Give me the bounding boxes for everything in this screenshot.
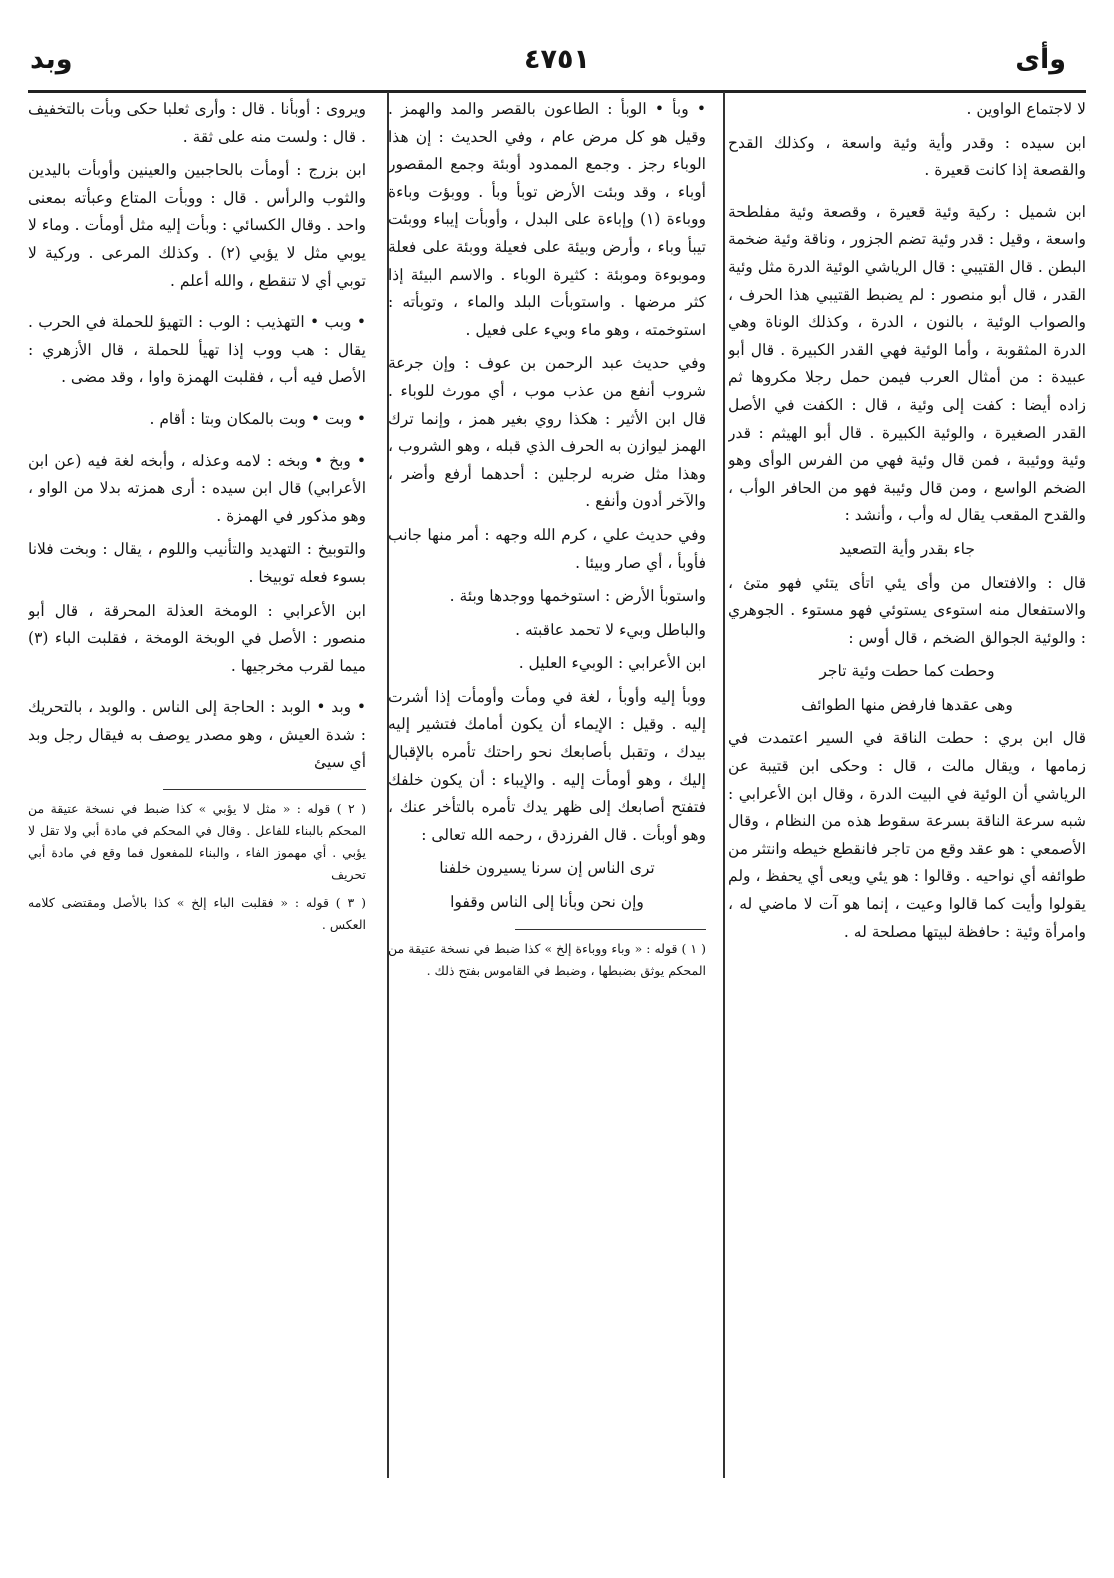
footnote: ( ٢ ) قوله : « مثل لا يؤبي » كذا ضبط في نسخة عتيقة من المحكم بالبناء للفاعل . وقال في المحكم في مادة أبي ولا تقل لا يؤبي . أي مهموز الفاء ، والبناء للمفعول فما وقع في مادة أبي تحريف (28, 801, 366, 883)
footnote-rule (515, 929, 706, 930)
footnote: ( ٣ ) قوله : « فقلبت الباء إلخ » كذا بالأصل ومقتضى كلامه العكس . (28, 895, 366, 933)
paragraph: ووبأ إليه وأوبأ ، لغة في ومأت وأومأت إذا أشرت إليه . وقيل : الإيماء أن يكون أمامك فتشير إليه بيدك ، وتقبل بأصابعك نحو راحتك تأمره بالإقبال إليك ، وهو أومأت إليه . والإيباء : أن يكون خلفك فتفتح أصابعك إلى ظهر يدك تأمره بالتأخر عنك ، وهو أوبأت . قال الفرزدق ، رحمه الله تعالى : (388, 687, 706, 844)
entry-wbt: • وبت • وبت بالمكان وبتا : أقام . (149, 409, 366, 428)
paragraph: قال ابن بري : حطت الناقة في السير اعتمدت في زمامها ، ويقال مالت ، قال : وحكى ابن قتيبة عن الرياشي أن الوئية في البيت الدرة ، وقال ابن الأعرابي : شبه سرعة الناقة بسرعة سقوط هذه من النظام ، وقال الأصمعي : هو عقد وقع من تاجر فانقطع خيطه وانتثر من طوائفه أي نواحيه . وقالوا : هو يئي ويعى أي يحفظ ، ولم يقولوا وأيت كما قالوا وعيت ، إنما هو آت لا ماضي له ، وامرأة وئية : حافظة لبيتها مصلحة له . (728, 729, 1086, 941)
footnote: ( ١ ) قوله : « وباء ووباءة إلخ » كذا ضبط في نسخة عتيقة من المحكم يوثق بضبطها ، وضبط في القاموس بفتح ذلك . (388, 940, 706, 978)
column-middle (388, 96, 706, 1476)
paragraph: ابن الأعرابي : الوبيء العليل . (518, 654, 706, 673)
verse-line: وهى عقدها فارفض منها الطوائف (801, 695, 1013, 714)
entry-wbkh: • وبخ • وبخه : لامه وعذله ، وأبخه لغة فيه (عن ابن الأعرابي) قال ابن سيده : أرى همزته بدلا من الواو ، وهو مذكور في الهمزة . (28, 451, 366, 525)
header-left-word: وبد (30, 44, 73, 75)
header-right-word: وأى (1015, 44, 1066, 75)
entry-wbd: • وبد • الوبد : الحاجة إلى الناس . والوبد ، بالتحريك : شدة العيش ، وهو مصدر يوصف به فيقال رجل وبد أي سيئ (28, 698, 366, 772)
header-rule (28, 90, 1086, 93)
page-number: ٤٧٥١ (524, 44, 590, 75)
footnote-rule (163, 789, 366, 790)
paragraph: وفي حديث علي ، كرم الله وجهه : أمر منها جانب فأوبأ ، أي صار وبيئا . (388, 525, 706, 572)
column-left (28, 96, 366, 1476)
column-divider-right (723, 92, 725, 1478)
paragraph: ابن سيده : وقدر وأية وئية واسعة ، وكذلك القدح والقصعة إذا كانت قعيرة . (728, 133, 1086, 180)
paragraph: وفي حديث عبد الرحمن بن عوف : وإن جرعة شروب أنفع من عذب موب ، أي مورث للوباء . قال ابن الأثير : هكذا روي بغير همز ، وإنما ترك الهمز ليوازن به الحرف الذي قبله ، وهو الشروب ، وهذا مثل ضربه لرجلين : أحدهما أرفع وأضر ، والآخر أدون وأنفع . (388, 354, 706, 511)
paragraph: واستوبأ الأرض : استوخمها ووجدها وبئة . (449, 587, 706, 606)
paragraph: قال : والافتعال من وأى يئي اتأى يتئي فهو متئ ، والاستفعال منه استوءى يستوئي فهو مستوء . الجوهري : والوئية الجوالق الضخم ، قال أوس : (728, 573, 1086, 647)
verse-line: وحطت كما حطت وئية تاجر (819, 662, 995, 681)
paragraph: لا لاجتماع الواوين . (966, 100, 1086, 118)
column-right (728, 96, 1086, 1476)
paragraph: والتوبيخ : التهديد والتأنيب واللوم ، يقال : وبخت فلانا بسوء فعله توبيخا . (28, 540, 366, 586)
paragraph: ويروى : أوبأنا . قال : وأرى ثعلبا حكى وبأت بالتخفيف . قال : ولست منه على ثقة . (28, 100, 366, 146)
verse-line: وإن نحن وبأنا إلى الناس وقفوا (450, 893, 644, 912)
paragraph: ابن بزرج : أومأت بالحاجبين والعينين وأوبأت باليدين والثوب والرأس . قال : ووبأت المتاع وعبأته بمعنى واحد . وقال الكسائي : وبأت إليه مثل أومأت . وماء لا يوبي مثل لا يؤبي (٢) . وكذلك المرعى . وركية لا توبي أي لا تنقطع ، والله أعلم . (28, 161, 366, 290)
verse-line: جاء بقدر وأية التصعيد (838, 539, 975, 558)
entry-wbb: • وبب • التهذيب : الوب : التهيؤ للحملة في الحرب . يقال : هب ووب إذا تهيأ للحملة ، قال الأزهري : الأصل فيه أب ، فقلبت الهمزة واوا ، وقد مضى . (28, 313, 366, 387)
paragraph: والباطل وبيء لا تحمد عاقبته . (515, 620, 706, 639)
paragraph: ابن شميل : ركية وئية قعيرة ، وقصعة وئية مفلطحة واسعة ، وقيل : قدر وئية تضم الجزور ، وناقة وئية ضخمة البطن . قال القتيبي : قال الرياشي الوئية الدرة مثل وئية القدر ، قال أبو منصور : لم يضبط القتيبي هذا الحرف ، والصواب الوئية ، بالنون ، الدرة ، وكذلك الوناة وهي الدرة المثقوبة ، وأما الوئية فهي القدر الكبيرة . قال أبو عبيدة : من أمثال العرب فيمن حمل رجلا مكروها ثم زاده أيضا : كفت إلى وئية ، قال : الكفت في الأصل القدر الصغيرة ، والوئية الكبيرة . قال أبو الهيثم : قدر وئية ووئيبة ، فمن قال وئية فهي من الفرس الوأى وهو الضخم الواسع ، ومن قال وئيبة فهو من الحافر الوأب ، والقدح المقعب يقال له وأب ، وأنشد : (728, 202, 1086, 525)
paragraph: ابن الأعرابي : الومخة العذلة المحرقة ، قال أبو منصور : الأصل في الوبخة الومخة ، فقلبت الباء (٣) ميما لقرب مخرجيها . (28, 601, 366, 675)
entry-wba: • وبأ • الوبأ : الطاعون بالقصر والمد والهمز . وقيل هو كل مرض عام ، وفي الحديث : إن هذا الوباء رجز . وجمع الممدود أوبئة وجمع المقصور أوباء ، وقد وبئت الأرض توبأ وبأ . ووبؤت وباءة ووباءة (١) وإباءة على البدل ، وأوبأت إيباء ووبئت تيبأ وباء ، وأرض وبيئة على فعيلة ووبئة على فعلة وموبوءة وموبئة : كثيرة الوباء . والاسم البيئة إذا كثر مرضها . واستوبأت البلد والماء ، وتوبأته : استوخمته ، وهو ماء وبيء على فعيل . (388, 100, 706, 339)
verse-line: ترى الناس إن سرنا يسيرون خلفنا (439, 859, 655, 878)
